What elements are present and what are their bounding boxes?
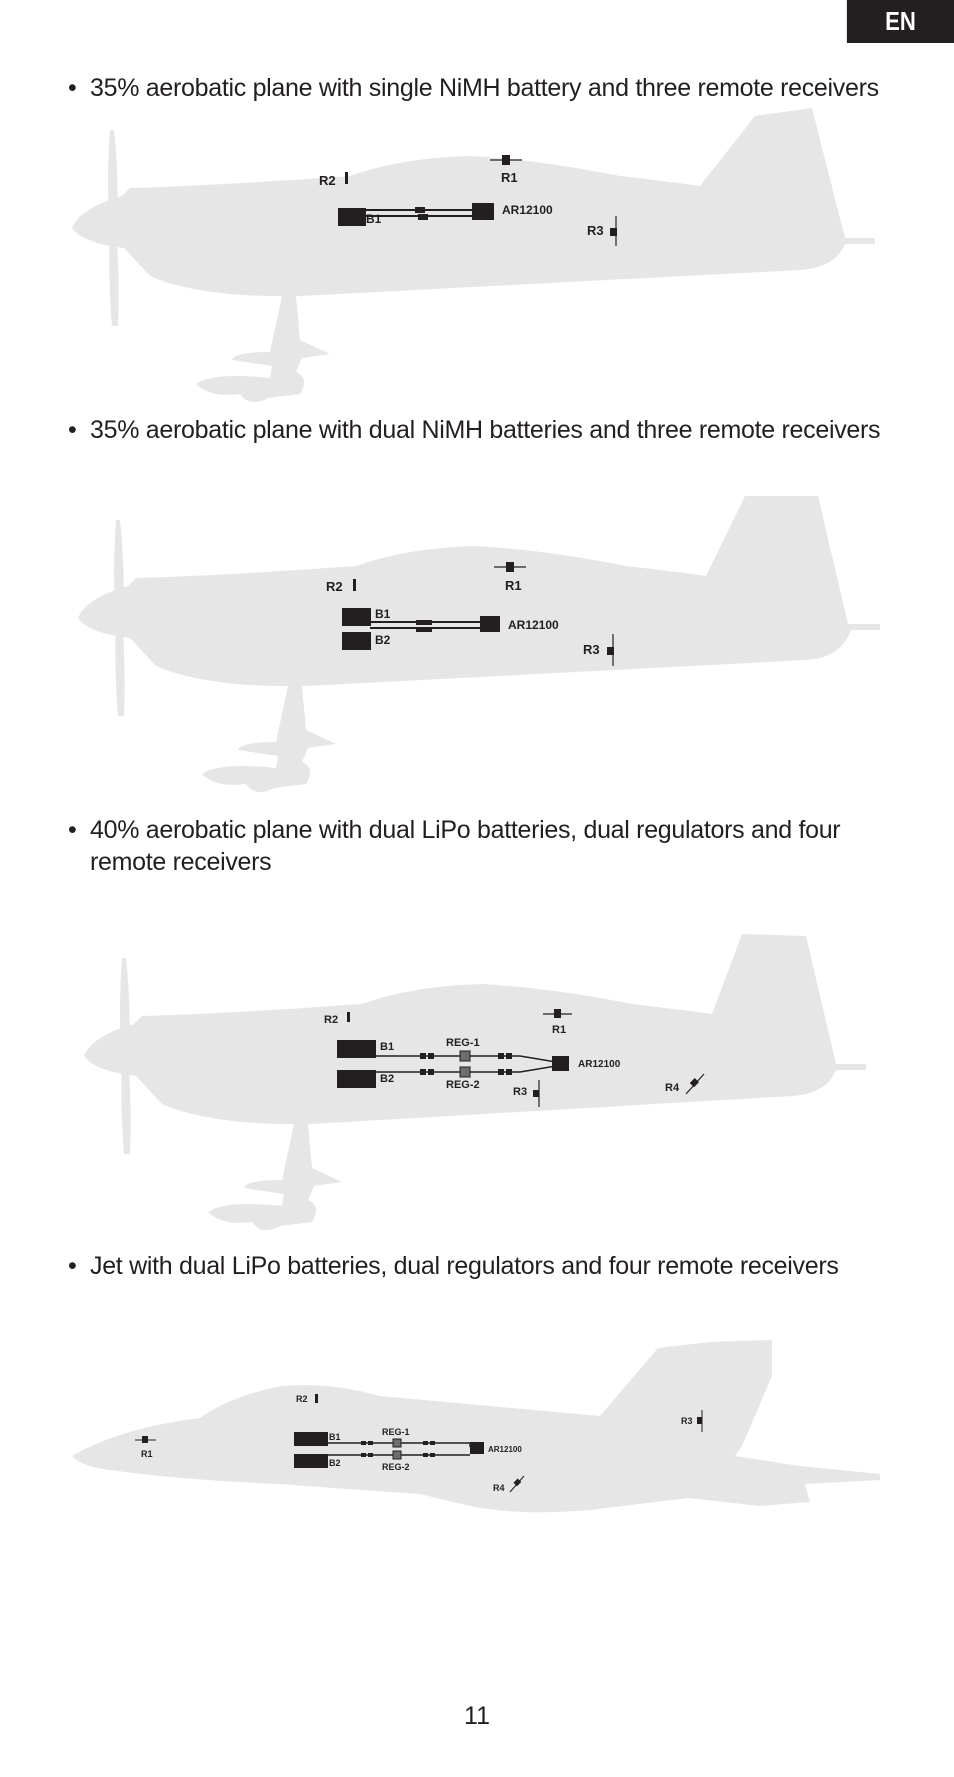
connector [416,620,424,625]
remote-receiver-r2 [353,579,356,591]
connector [361,1453,366,1457]
connector [498,1053,504,1059]
caption-text: Jet with dual LiPo batteries, dual regulators and four remote receivers [90,1252,839,1280]
remote-receiver-r1 [502,155,510,165]
label-b2: B2 [380,1073,395,1085]
fuselage-silhouette [84,934,866,1124]
connector [368,1453,373,1457]
landing-gear-silhouette [196,296,330,402]
label-b2: B2 [375,633,391,647]
connector [430,1453,435,1457]
connector [506,1053,512,1059]
label-b1: B1 [375,607,391,621]
remote-receiver-r3 [533,1090,539,1097]
caption-text: 35% aerobatic plane with single NiMH battery and three remote receivers [90,74,879,102]
label-r4: R4 [493,1483,505,1493]
battery-b1 [342,608,371,626]
remote-receiver-r3 [610,228,617,236]
regulator-reg2 [393,1451,401,1459]
label-r3: R3 [587,223,604,238]
label-reg1: REG-1 [446,1037,480,1049]
bullet: • [68,816,77,844]
connector [423,1453,428,1457]
diagram-aerobatic-dual-lipo [0,932,954,1232]
regulator-reg1 [393,1439,401,1447]
label-r1: R1 [141,1449,153,1459]
label-b1: B1 [380,1041,395,1053]
battery-b2 [294,1454,328,1468]
label-r2: R2 [324,1014,339,1026]
caption-text: 35% aerobatic plane with dual NiMH batteries and three remote receivers [90,416,881,444]
label-r1: R1 [501,170,518,185]
caption-dual-nimh [68,414,908,446]
main-receiver [472,203,494,220]
remote-receiver-r1 [506,562,514,572]
main-receiver [480,616,500,632]
bullet: • [68,74,77,102]
label-main-receiver: AR12100 [578,1059,621,1070]
caption-text: 40% aerobatic plane with dual LiPo batteries, dual regulators and four remote receivers [90,816,841,876]
connector [428,1053,434,1059]
connector [416,627,424,632]
label-r3: R3 [681,1416,693,1426]
label-b1: B1 [366,212,382,226]
regulator-reg2 [460,1067,470,1077]
label-r1: R1 [552,1024,567,1036]
remote-receiver-r1 [554,1009,561,1018]
diagram-aerobatic-dual-nimh [0,494,954,794]
connector [428,1069,434,1075]
connector [423,1441,428,1445]
battery-b1 [338,208,366,226]
remote-receiver-r2 [345,172,348,184]
label-r4: R4 [665,1082,680,1094]
connector [368,1441,373,1445]
remote-receiver-r1 [142,1436,148,1443]
label-r2: R2 [326,579,343,594]
caption-jet [68,1250,908,1282]
main-receiver [470,1442,484,1454]
remote-receiver-r2 [315,1394,318,1403]
diagram-aerobatic-single-nimh [0,108,954,408]
landing-gear-silhouette [202,686,336,792]
regulator-reg1 [460,1051,470,1061]
remote-receiver-r2 [347,1012,350,1022]
connector [361,1441,366,1445]
page-number: 11 [464,1702,490,1730]
connector [420,1069,426,1075]
jet-silhouette [72,1340,880,1512]
main-receiver [552,1056,569,1071]
label-b1: B1 [329,1432,341,1442]
label-r2: R2 [296,1394,308,1404]
landing-gear-silhouette [208,1124,342,1230]
label-reg1: REG-1 [382,1427,410,1437]
remote-receiver-r3 [607,647,614,655]
caption-single-nimh [68,72,908,104]
battery-b1 [294,1432,328,1446]
label-reg2: REG-2 [446,1079,480,1091]
label-r3: R3 [583,642,600,657]
diagram-jet-dual-lipo [0,1336,954,1536]
caption-dual-lipo [68,814,908,878]
label-r2: R2 [319,173,336,188]
fuselage-silhouette [78,496,880,686]
label-b2: B2 [329,1458,341,1468]
battery-b2 [342,632,371,650]
connector [424,620,432,625]
label-reg2: REG-2 [382,1462,410,1472]
connector [415,207,425,213]
label-r1: R1 [505,578,522,593]
bullet: • [68,1252,77,1280]
connector [430,1441,435,1445]
label-main-receiver: AR12100 [502,203,553,217]
connector [498,1069,504,1075]
connector [418,214,428,220]
battery-b1 [337,1040,376,1058]
label-r3: R3 [513,1086,528,1098]
language-tab: EN [847,0,954,43]
remote-receiver-r3 [697,1417,702,1424]
label-main-receiver: AR12100 [488,1445,522,1454]
battery-b2 [337,1070,376,1088]
connector [506,1069,512,1075]
label-main-receiver: AR12100 [508,618,559,632]
connector [420,1053,426,1059]
connector [424,627,432,632]
bullet: • [68,416,77,444]
fuselage-silhouette [72,108,875,296]
